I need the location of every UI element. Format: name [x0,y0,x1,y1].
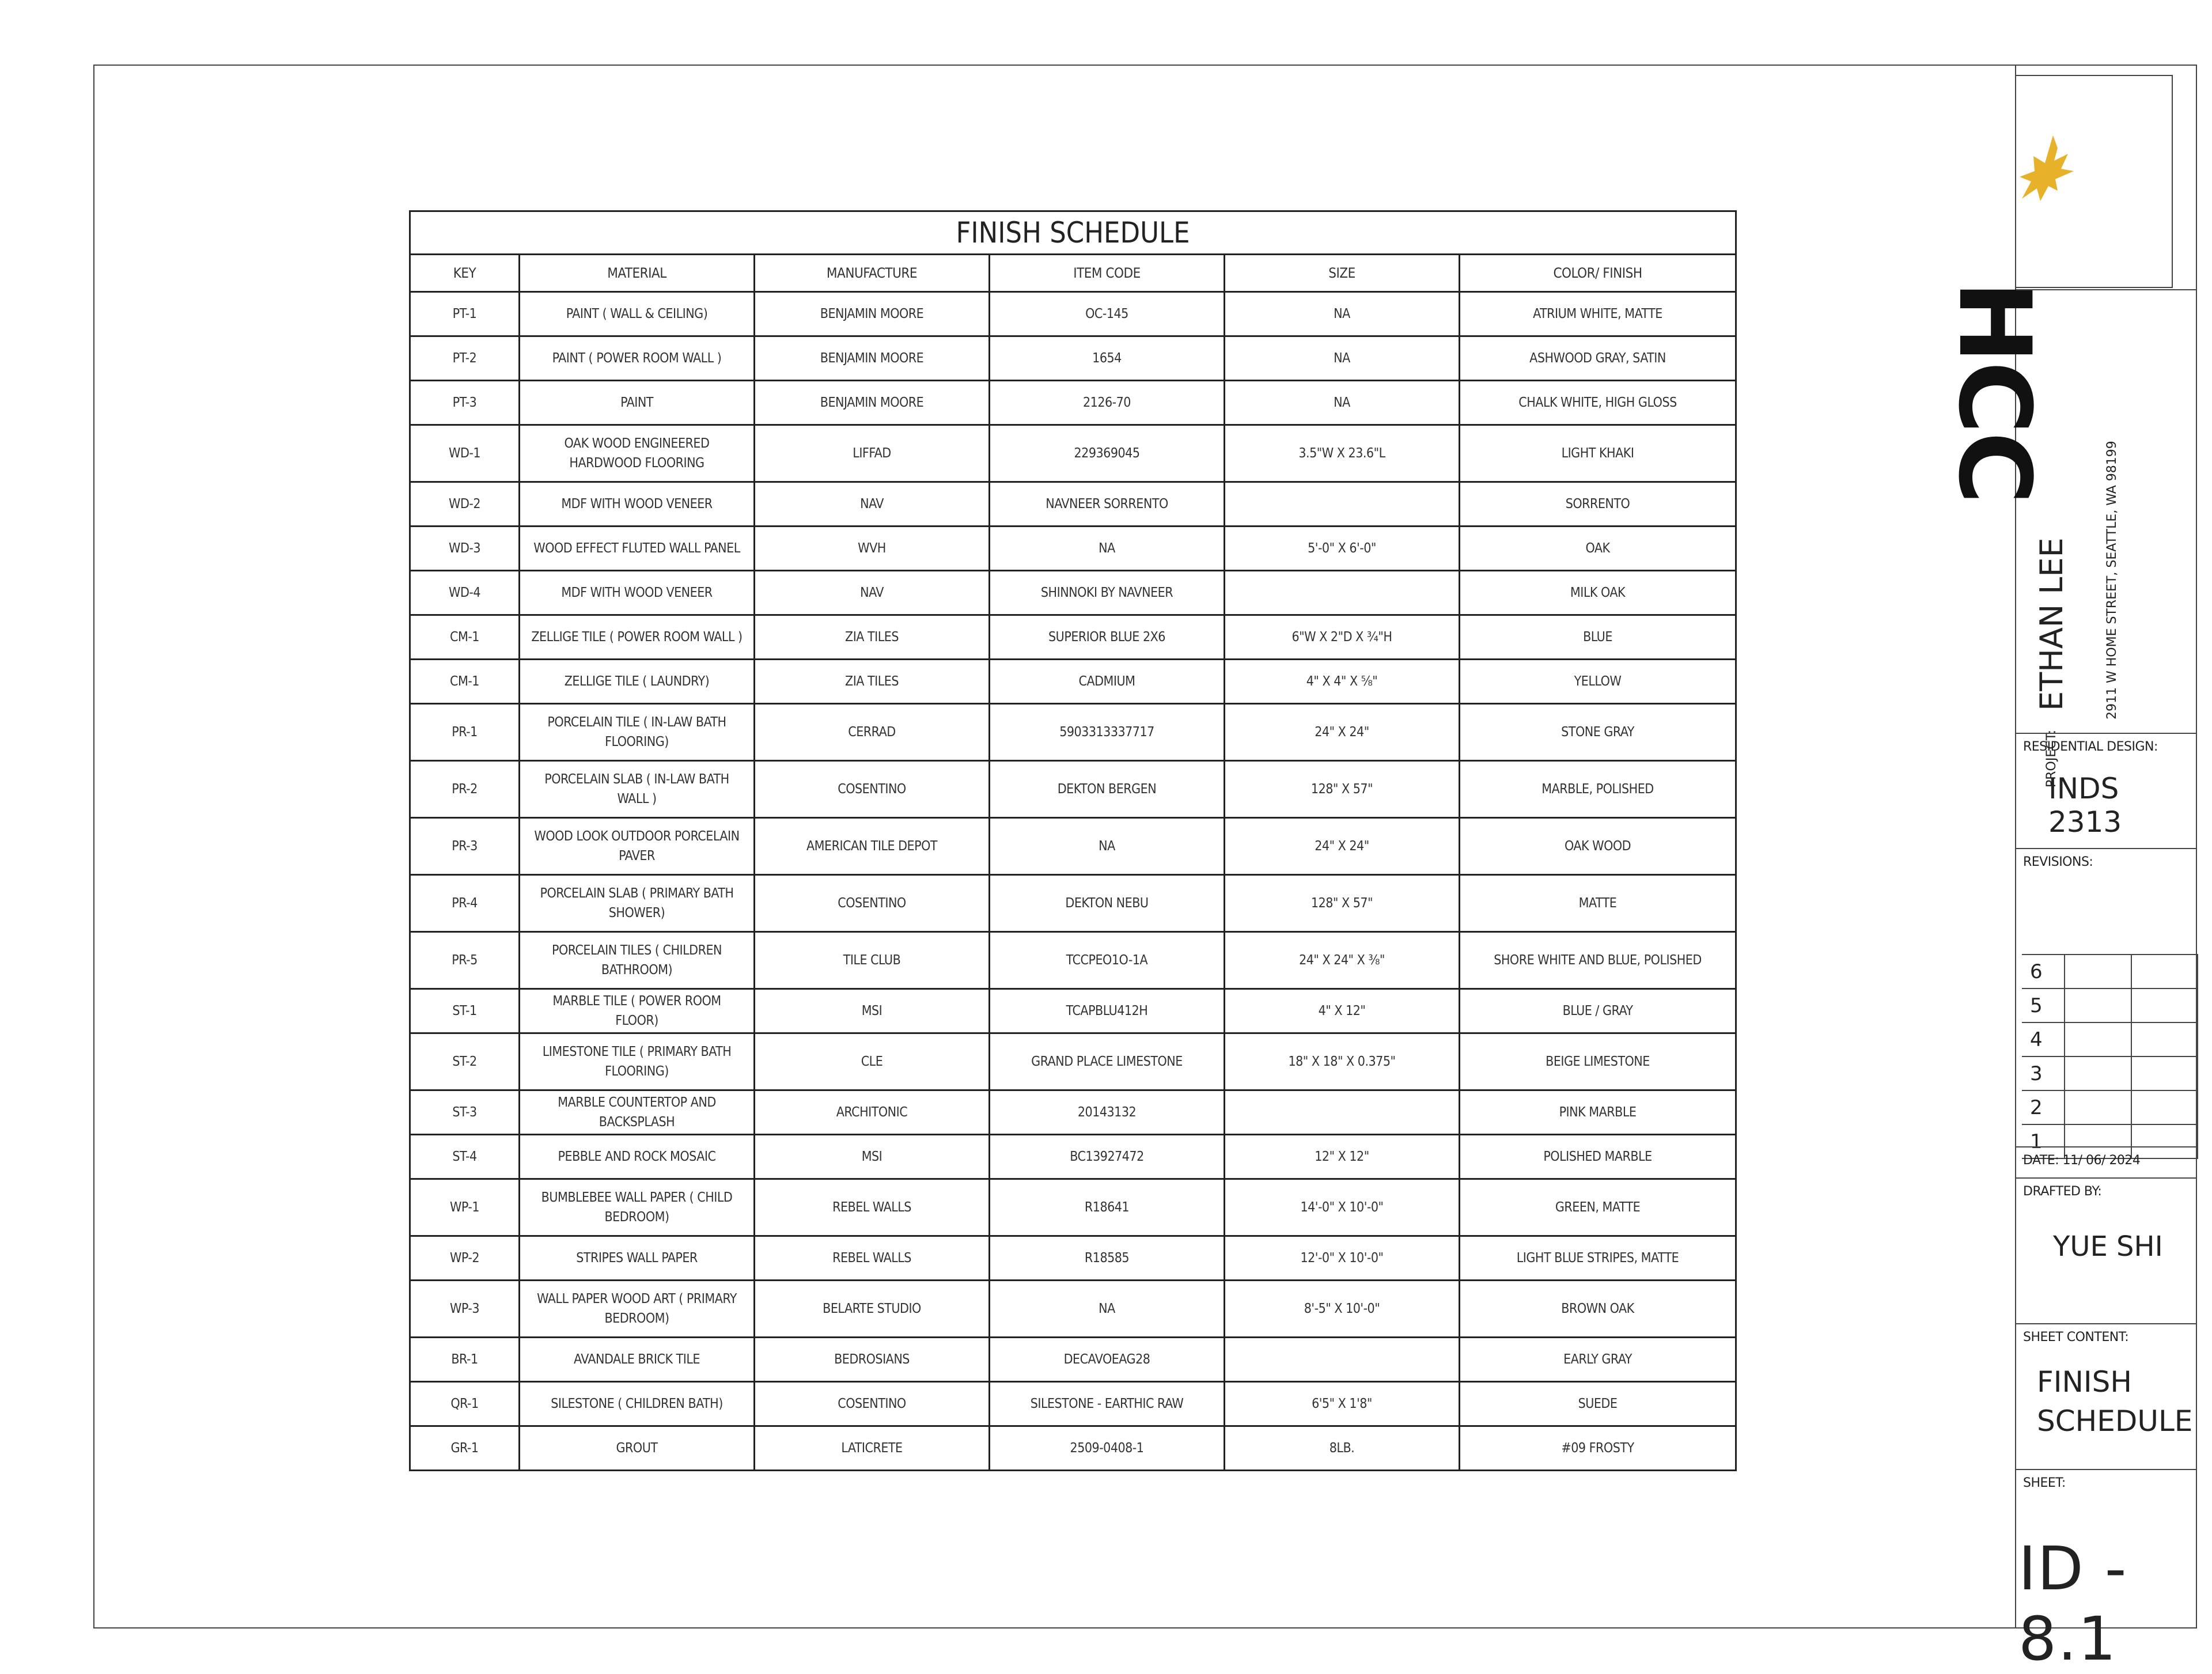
sheet-content-label: SHEET CONTENT: [2023,1330,2129,1344]
material-cell: LIMESTONE TILE ( PRIMARY BATH FLOORING) [520,1033,755,1090]
manufacture-cell: ARCHITONIC [755,1090,990,1135]
size-cell: 24" X 24" X ⅜" [1225,932,1460,989]
material-cell: MARBLE TILE ( POWER ROOM FLOOR) [520,989,755,1033]
sheet-content-line: FINISH [2037,1365,2132,1399]
size-cell: 128" X 57" [1225,875,1460,932]
key-cell: WP-1 [410,1179,520,1236]
schedule-row [410,1382,1736,1426]
color-finish-cell: SUEDE [1460,1382,1736,1426]
item-code-cell: 20143132 [990,1090,1225,1135]
date-section [2016,1146,2197,1168]
project-label: PROJECT: [2044,729,2059,787]
revisions-table [2022,954,2198,1159]
revision-number: 1 [2022,1124,2065,1158]
item-code-cell: R18641 [990,1179,1225,1236]
color-finish-cell: ASHWOOD GRAY, SATIN [1460,336,1736,381]
size-cell: 3.5"W X 23.6"L [1225,425,1460,482]
size-cell: 12" X 12" [1225,1135,1460,1179]
manufacture-cell: MSI [755,989,990,1033]
manufacture-cell: REBEL WALLS [755,1179,990,1236]
sheet-label: SHEET: [2023,1476,2066,1490]
item-code-cell: NAVNEER SORRENTO [990,482,1225,527]
key-cell: QR-1 [410,1382,520,1426]
color-finish-cell: MATTE [1460,875,1736,932]
material-cell: AVANDALE BRICK TILE [520,1338,755,1382]
size-cell [1225,482,1460,527]
schedule-row [410,1338,1736,1382]
size-cell: 5'-0" X 6'-0" [1225,527,1460,571]
material-cell: SILESTONE ( CHILDREN BATH) [520,1382,755,1426]
color-finish-cell: BEIGE LIMESTONE [1460,1033,1736,1090]
revision-row [2022,1056,2198,1090]
color-finish-cell: BLUE / GRAY [1460,989,1736,1033]
schedule-row [410,336,1736,381]
manufacture-cell: TILE CLUB [755,932,990,989]
schedule-row [410,527,1736,571]
item-code-cell: 229369045 [990,425,1225,482]
material-cell: PAINT ( WALL & CEILING) [520,292,755,336]
key-cell: ST-3 [410,1090,520,1135]
item-code-cell: 2509-0408-1 [990,1426,1225,1471]
color-finish-cell: OAK WOOD [1460,818,1736,875]
item-code-cell: DEKTON BERGEN [990,761,1225,818]
material-cell: STRIPES WALL PAPER [520,1236,755,1281]
sheet-content-title [2037,1362,2192,1441]
manufacture-cell: AMERICAN TILE DEPOT [755,818,990,875]
project-address: 2911 W HOME STREET, SEATTLE, WA 98199 [2105,441,2119,719]
manufacture-cell: REBEL WALLS [755,1236,990,1281]
manufacture-cell: ZIA TILES [755,660,990,704]
revision-row [2022,989,2198,1022]
material-cell: WALL PAPER WOOD ART ( PRIMARY BEDROOM) [520,1281,755,1338]
color-finish-cell: OAK [1460,527,1736,571]
manufacture-cell: BEDROSIANS [755,1338,990,1382]
key-cell: PR-2 [410,761,520,818]
key-cell: PR-3 [410,818,520,875]
schedule-row [410,1090,1736,1135]
color-finish-cell: SORRENTO [1460,482,1736,527]
material-cell: PEBBLE AND ROCK MOSAIC [520,1135,755,1179]
size-cell: NA [1225,381,1460,425]
column-header: MANUFACTURE [755,255,990,292]
schedule-row [410,1281,1736,1338]
item-code-cell: OC-145 [990,292,1225,336]
revisions-label: REVISIONS: [2023,855,2093,869]
color-finish-cell: BROWN OAK [1460,1281,1736,1338]
item-code-cell: SUPERIOR BLUE 2X6 [990,615,1225,660]
item-code-cell: SHINNOKI BY NAVNEER [990,571,1225,615]
material-cell: PAINT [520,381,755,425]
residential-design-label: RESIDENTIAL DESIGN: [2023,740,2158,754]
revision-number: 2 [2022,1090,2065,1124]
column-header: COLOR/ FINISH [1460,255,1736,292]
size-cell: 8'-5" X 10'-0" [1225,1281,1460,1338]
schedule-row [410,761,1736,818]
key-cell: PT-2 [410,336,520,381]
sheet-content-section [2016,1323,2197,1438]
color-finish-cell: #09 FROSTY [1460,1426,1736,1471]
revisions-section [2016,848,2197,869]
hcc-logo [1937,75,2173,502]
material-cell: MDF WITH WOOD VENEER [520,482,755,527]
item-code-cell: 5903313337717 [990,704,1225,761]
size-cell: NA [1225,292,1460,336]
schedule-row [410,482,1736,527]
revision-number: 6 [2022,955,2065,989]
size-cell: 128" X 57" [1225,761,1460,818]
course-code: INDS 2313 [2048,772,2122,839]
manufacture-cell: COSENTINO [755,761,990,818]
key-cell: WP-3 [410,1281,520,1338]
color-finish-cell: LIGHT BLUE STRIPES, MATTE [1460,1236,1736,1281]
color-finish-cell: LIGHT KHAKI [1460,425,1736,482]
schedule-row [410,660,1736,704]
title-block [1937,65,2197,1674]
key-cell: ST-1 [410,989,520,1033]
size-cell: 24" X 24" [1225,704,1460,761]
material-cell: WOOD EFFECT FLUTED WALL PANEL [520,527,755,571]
item-code-cell: R18585 [990,1236,1225,1281]
size-cell: 6'5" X 1'8" [1225,1382,1460,1426]
key-cell: CM-1 [410,660,520,704]
material-cell: PAINT ( POWER ROOM WALL ) [520,336,755,381]
item-code-cell: CADMIUM [990,660,1225,704]
manufacture-cell: CLE [755,1033,990,1090]
size-cell [1225,1090,1460,1135]
size-cell: 14'-0" X 10'-0" [1225,1179,1460,1236]
schedule-row [410,1033,1736,1090]
key-cell: ST-2 [410,1033,520,1090]
drafted-by-name: YUE SHI [2053,1230,2163,1263]
item-code-cell: NA [990,527,1225,571]
item-code-cell: DEKTON NEBU [990,875,1225,932]
material-cell: PORCELAIN SLAB ( PRIMARY BATH SHOWER) [520,875,755,932]
revision-number: 5 [2022,989,2065,1022]
eagle-icon [2017,131,2081,229]
column-header: ITEM CODE [990,255,1225,292]
manufacture-cell: LIFFAD [755,425,990,482]
schedule-row [410,1135,1736,1179]
key-cell: WD-3 [410,527,520,571]
size-cell: 4" X 4" X ⅝" [1225,660,1460,704]
item-code-cell: NA [990,1281,1225,1338]
schedule-title: FINISH SCHEDULE [410,211,1736,255]
item-code-cell: DECAVOEAG28 [990,1338,1225,1382]
schedule-row [410,381,1736,425]
key-cell: ST-4 [410,1135,520,1179]
key-cell: PT-1 [410,292,520,336]
color-finish-cell: PINK MARBLE [1460,1090,1736,1135]
column-header: KEY [410,255,520,292]
color-finish-cell: POLISHED MARBLE [1460,1135,1736,1179]
material-cell: WOOD LOOK OUTDOOR PORCELAIN PAVER [520,818,755,875]
column-header: MATERIAL [520,255,755,292]
key-cell: WD-4 [410,571,520,615]
manufacture-cell: LATICRETE [755,1426,990,1471]
material-cell: MDF WITH WOOD VENEER [520,571,755,615]
color-finish-cell: BLUE [1460,615,1736,660]
schedule-row [410,292,1736,336]
key-cell: WP-2 [410,1236,520,1281]
schedule-row [410,1426,1736,1471]
color-finish-cell: MARBLE, POLISHED [1460,761,1736,818]
revision-row [2022,955,2198,989]
item-code-cell: SILESTONE - EARTHIC RAW [990,1382,1225,1426]
manufacture-cell: MSI [755,1135,990,1179]
key-cell: PT-3 [410,381,520,425]
schedule-row [410,425,1736,482]
client-name: ETHAN LEE [2033,537,2070,711]
material-cell: BUMBLEBEE WALL PAPER ( CHILD BEDROOM) [520,1179,755,1236]
schedule-header-row [410,255,1736,292]
color-finish-cell: SHORE WHITE AND BLUE, POLISHED [1460,932,1736,989]
schedule-row [410,1236,1736,1281]
color-finish-cell: GREEN, MATTE [1460,1179,1736,1236]
drafted-section [2016,1177,2197,1263]
material-cell: ZELLIGE TILE ( LAUNDRY) [520,660,755,704]
sheet-content-line: SCHEDULE [2037,1404,2193,1438]
material-cell: OAK WOOD ENGINEERED HARDWOOD FLOORING [520,425,755,482]
key-cell: BR-1 [410,1338,520,1382]
sheet-number: ID - 8.1 [2018,1533,2128,1674]
column-header: SIZE [1225,255,1460,292]
revision-number: 3 [2022,1056,2065,1090]
key-cell: PR-5 [410,932,520,989]
color-finish-cell: EARLY GRAY [1460,1338,1736,1382]
key-cell: PR-4 [410,875,520,932]
key-cell: PR-1 [410,704,520,761]
item-code-cell: NA [990,818,1225,875]
manufacture-cell: BENJAMIN MOORE [755,381,990,425]
date-label: DATE: 11/ 06/ 2024 [2023,1153,2141,1168]
material-cell: ZELLIGE TILE ( POWER ROOM WALL ) [520,615,755,660]
material-cell: GROUT [520,1426,755,1471]
sheet-number-section [2016,1469,2197,1674]
size-cell [1225,1338,1460,1382]
item-code-cell: TCCPEO1O-1A [990,932,1225,989]
revision-row [2022,1022,2198,1056]
color-finish-cell: ATRIUM WHITE, MATTE [1460,292,1736,336]
manufacture-cell: WVH [755,527,990,571]
manufacture-cell: NAV [755,482,990,527]
finish-schedule-table [409,210,1737,1471]
color-finish-cell: STONE GRAY [1460,704,1736,761]
manufacture-cell: BELARTE STUDIO [755,1281,990,1338]
material-cell: PORCELAIN TILES ( CHILDREN BATHROOM) [520,932,755,989]
key-cell: CM-1 [410,615,520,660]
manufacture-cell: COSENTINO [755,1382,990,1426]
material-cell: MARBLE COUNTERTOP AND BACKSPLASH [520,1090,755,1135]
color-finish-cell: YELLOW [1460,660,1736,704]
item-code-cell: 1654 [990,336,1225,381]
schedule-row [410,1179,1736,1236]
size-cell: NA [1225,336,1460,381]
schedule-row [410,989,1736,1033]
color-finish-cell: CHALK WHITE, HIGH GLOSS [1460,381,1736,425]
manufacture-cell: ZIA TILES [755,615,990,660]
manufacture-cell: COSENTINO [755,875,990,932]
material-cell: PORCELAIN SLAB ( IN-LAW BATH WALL ) [520,761,755,818]
manufacture-cell: BENJAMIN MOORE [755,336,990,381]
schedule-row [410,932,1736,989]
size-cell: 24" X 24" [1225,818,1460,875]
item-code-cell: BC13927472 [990,1135,1225,1179]
size-cell: 18" X 18" X 0.375" [1225,1033,1460,1090]
key-cell: WD-1 [410,425,520,482]
residential-design-section [2016,733,2197,841]
size-cell: 12'-0" X 10'-0" [1225,1236,1460,1281]
item-code-cell: TCAPBLU412H [990,989,1225,1033]
item-code-cell: 2126-70 [990,381,1225,425]
item-code-cell: GRAND PLACE LIMESTONE [990,1033,1225,1090]
size-cell [1225,571,1460,615]
revision-row [2022,1090,2198,1124]
manufacture-cell: NAV [755,571,990,615]
manufacture-cell: CERRAD [755,704,990,761]
material-cell: PORCELAIN TILE ( IN-LAW BATH FLOORING) [520,704,755,761]
schedule-row [410,875,1736,932]
schedule-row [410,615,1736,660]
schedule-row [410,571,1736,615]
logo-wordmark: HCC [1937,281,2052,502]
drafted-by-label: DRAFTED BY: [2023,1184,2102,1199]
size-cell: 6"W X 2"D X ¾"H [1225,615,1460,660]
key-cell: GR-1 [410,1426,520,1471]
revision-number: 4 [2022,1022,2065,1056]
schedule-row [410,818,1736,875]
schedule-row [410,704,1736,761]
color-finish-cell: MILK OAK [1460,571,1736,615]
size-cell: 8LB. [1225,1426,1460,1471]
project-section [2016,289,2197,290]
size-cell: 4" X 12" [1225,989,1460,1033]
key-cell: WD-2 [410,482,520,527]
manufacture-cell: BENJAMIN MOORE [755,292,990,336]
